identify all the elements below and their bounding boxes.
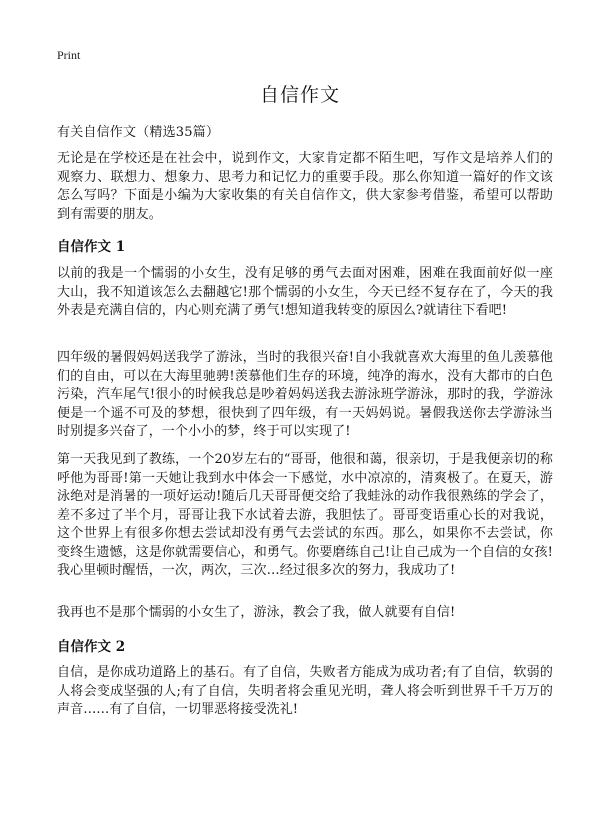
section-heading-1: 自信作文 1 <box>57 239 126 255</box>
document-subtitle: 有关自信作文（精选35篇） <box>57 125 220 140</box>
section-1-paragraph-1: 以前的我是一个懦弱的小女生，没有足够的勇气去面对困难，困难在我面前好似一座大山，我不知道该怎么去翻越它!那个懦弱的小女生，今天已经不复存在了，今天的我外表是充满自信的，内心则充满了勇气!想知道我转变的原因么?就请往下看吧! <box>57 266 553 318</box>
section-1-paragraph-3: 第一天我见到了教练，一个20岁左右的“哥哥，他很和蔼，很亲切，于是我便亲切的称呼他为哥哥!第一天她让我到水中体会一下感觉，水中凉凉的，清爽极了。在夏天，游泳绝对是消暑的一项好运动!随后几天哥哥便交给了我蛙泳的动作我很熟练的学会了，差不多过了半个月，哥哥让我下水试着去游，我胆怯了。哥哥变语重心长的对我说，这个世界上有很多你想去尝试却没有勇气去尝试的东西。那么，如果你不去尝试，你变终生遗憾，这是你就需要信心，和勇气。你要磨练自己!让自己成为一个自信的女孩!我心里顿时醒悟，一次，两次，三次…经过很多次的努力，我成功了! <box>57 452 553 578</box>
section-1-paragraph-2: 四年级的暑假妈妈送我学了游泳，当时的我很兴奋!自小我就喜欢大海里的鱼儿羡慕他们的自由，可以在大海里驰骋!羡慕他们生存的环境，纯净的海水，没有大都市的白色污染，汽车尾气!很小的时候我总是吵着妈妈送我去游泳班学游泳，那时的我，学游泳便是一个遥不可及的梦想，很快到了四年级，有一天妈妈说。暑假我送你去学游泳当时别提多兴奋了，一个小小的梦，终于可以实现了! <box>57 350 553 439</box>
section-2-paragraph-1: 自信，是你成功道路上的基石。有了自信，失败者方能成为成功者;有了自信，软弱的人将会变成坚强的人;有了自信，失明者将会重见光明，聋人将会听到世界千千万万的声音……有了自信，一切罪恶将接受洗礼! <box>57 665 553 717</box>
print-label[interactable]: Print <box>57 48 81 62</box>
intro-paragraph: 无论是在学校还是在社会中，说到作文，大家肯定都不陌生吧，写作文是培养人们的观察力、联想力、想象力、思考力和记忆力的重要手段。那么你知道一篇好的作文该怎么写吗？下面是小编为大家收集的有关自信作文，供大家参考借鉴，希望可以帮助到有需要的朋友。 <box>57 151 553 222</box>
page-title: 自信作文 <box>259 84 340 106</box>
section-1-paragraph-4: 我再也不是那个懦弱的小女生了，游泳，教会了我，做人就要有自信! <box>57 605 456 620</box>
section-heading-2: 自信作文 2 <box>57 639 126 655</box>
